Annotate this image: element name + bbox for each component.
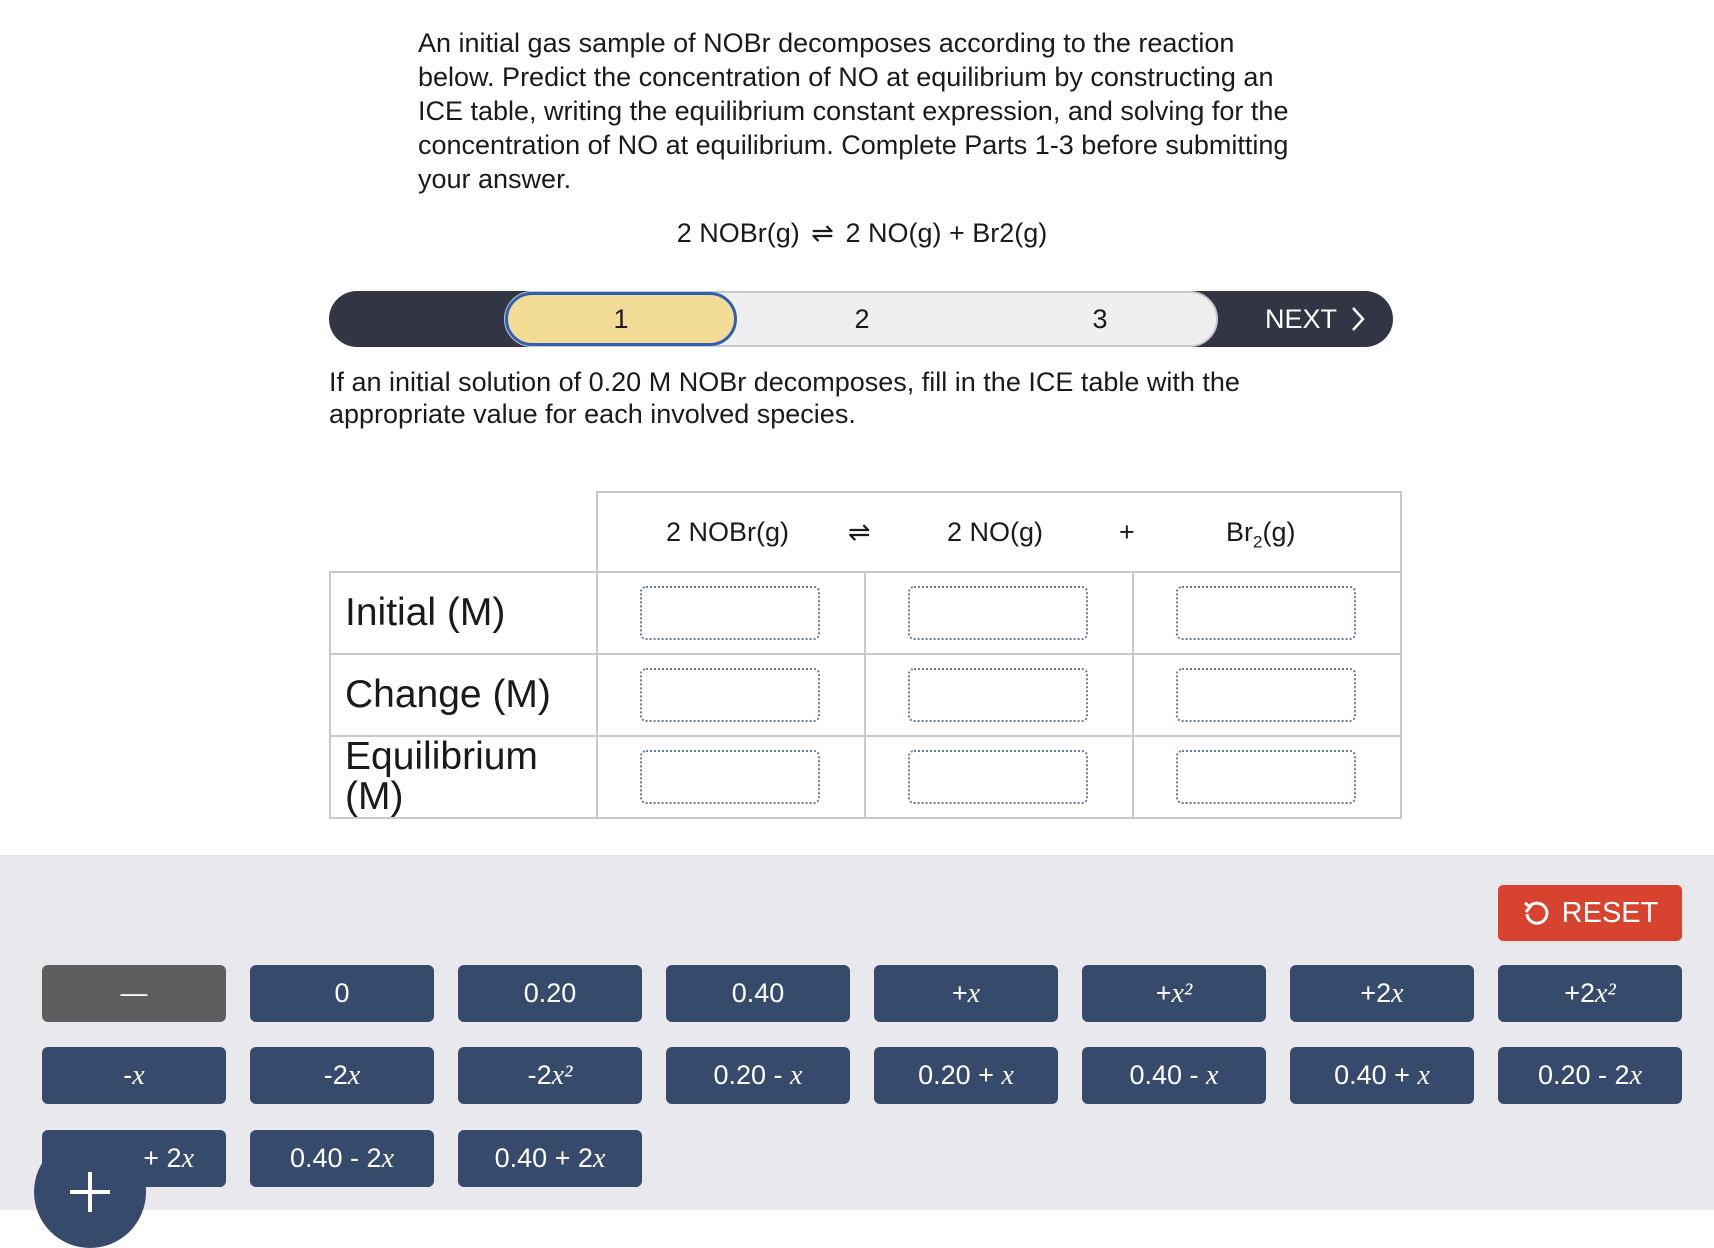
reset-label: RESET: [1561, 896, 1659, 929]
tile-dash[interactable]: —: [42, 965, 226, 1022]
cell-change-no: [865, 654, 1133, 736]
tile-plus-2x[interactable]: [1290, 965, 1474, 1022]
row-label-initial: Initial (M): [330, 572, 597, 654]
tile-var: x: [1001, 1059, 1014, 1091]
drop-slot-change-no[interactable]: [908, 668, 1088, 722]
tile-text: 0.40 +: [1334, 1060, 1418, 1090]
tile-var: x²: [551, 1059, 573, 1091]
tile-text: -2: [323, 1060, 348, 1090]
tile-0-40-minus-x[interactable]: [1082, 1047, 1266, 1104]
tile-0-20-plus-x[interactable]: [874, 1047, 1058, 1104]
ice-table: [329, 491, 1402, 819]
tile-var: x²: [1594, 977, 1616, 1009]
problem-statement: An initial gas sample of NOBr decomposes according to the reaction below. Predict the concentration of NO at equilibrium by constructing an ICE table, writing the equilibrium constant expression, and solving for the concentration of NO at equilibrium. Complete Parts 1-3 before submitting your answer.: [418, 28, 1289, 194]
tile-text: +: [951, 978, 968, 1008]
tile-var: x: [347, 1059, 361, 1091]
next-button[interactable]: [1240, 291, 1390, 347]
br2-main: Br: [1226, 517, 1253, 547]
cell-initial-no: [865, 572, 1133, 654]
drop-slot-initial-nobr[interactable]: [640, 586, 820, 640]
cell-initial-br2: [1133, 572, 1401, 654]
tile-text: +2: [1360, 978, 1392, 1008]
tile-var: x: [967, 977, 981, 1009]
br2-sub: 2: [1253, 532, 1263, 552]
tile-text: + 2: [143, 1143, 182, 1173]
br2-tail: (g): [1262, 517, 1296, 547]
tile-0-20[interactable]: 0.20: [458, 965, 642, 1022]
drop-slot-change-nobr[interactable]: [640, 668, 820, 722]
tile-0[interactable]: 0: [250, 965, 434, 1022]
header-equilibrium-arrow-icon: ⇌: [848, 517, 871, 547]
tile-0-40-plus-x[interactable]: [1290, 1047, 1474, 1104]
plus-icon: [68, 1170, 112, 1214]
equilibrium-arrow-icon: ⇌: [811, 218, 834, 248]
tile-0-40-minus-2x[interactable]: [250, 1130, 434, 1187]
tile-text: -: [123, 1060, 133, 1090]
tile-text: 0.40 + 2: [494, 1143, 593, 1173]
tile-plus-x-squared[interactable]: [1082, 965, 1266, 1022]
drop-slot-change-br2[interactable]: [1176, 668, 1356, 722]
header-species-br2: [1226, 517, 1295, 552]
tile-text: 0.40 -: [1129, 1060, 1207, 1090]
tile-plus-2x-squared[interactable]: [1498, 965, 1682, 1022]
drop-slot-initial-no[interactable]: [908, 586, 1088, 640]
chevron-right-icon: [1351, 306, 1365, 332]
tile-text: 0.20 +: [918, 1060, 1002, 1090]
table-corner: [330, 492, 597, 572]
cell-change-br2: [1133, 654, 1401, 736]
tile-var: x: [1391, 977, 1404, 1009]
tile-text: 0.40 - 2: [290, 1143, 382, 1173]
drop-slot-equilibrium-br2[interactable]: [1176, 750, 1356, 804]
tile-var: x: [381, 1142, 394, 1174]
tile-0-20-minus-x[interactable]: [666, 1047, 850, 1104]
row-label-change: Change (M): [330, 654, 597, 736]
tile-var: x: [1417, 1059, 1430, 1091]
tile-text: 0.20 -: [713, 1060, 791, 1090]
reaction-reactants: 2 NOBr(g): [676, 218, 800, 248]
tile-var: x: [1629, 1059, 1642, 1091]
drop-slot-equilibrium-nobr[interactable]: [640, 750, 820, 804]
add-floating-button[interactable]: [34, 1136, 146, 1248]
tile-var: x: [592, 1142, 606, 1174]
tile-text: -2: [527, 1060, 552, 1090]
step-2-tab[interactable]: 2: [854, 303, 870, 334]
tile-text: 0.20 - 2: [1538, 1060, 1630, 1090]
tile-0-40-plus-2x[interactable]: [458, 1130, 642, 1187]
header-species-no: 2 NO(g): [947, 517, 1044, 547]
drop-slot-equilibrium-no[interactable]: [908, 750, 1088, 804]
reaction-equation: [0, 218, 1714, 249]
tile-minus-x[interactable]: [42, 1047, 226, 1104]
reaction-products: 2 NO(g) + Br2(g): [845, 218, 1048, 248]
step-3-tab[interactable]: 3: [1092, 303, 1108, 334]
undo-icon: [1522, 898, 1552, 928]
tile-0-20-minus-2x[interactable]: [1498, 1047, 1682, 1104]
tile-var: x: [1206, 1059, 1219, 1091]
tile-text: +: [1155, 978, 1172, 1008]
tile-minus-2x-squared[interactable]: [458, 1047, 642, 1104]
tile-minus-2x[interactable]: [250, 1047, 434, 1104]
cell-equilibrium-nobr: [597, 736, 865, 818]
part-question: If an initial solution of 0.20 M NOBr decomposes, fill in the ICE table with the appropriate value for each involved species.: [329, 367, 1240, 429]
tile-var: x: [132, 1059, 145, 1091]
header-species-nobr: 2 NOBr(g): [666, 517, 790, 547]
row-label-equilibrium: Equilibrium (M): [330, 736, 597, 818]
next-label: NEXT: [1264, 303, 1337, 334]
reset-button[interactable]: [1498, 885, 1682, 941]
step-1-tab[interactable]: 1: [505, 292, 737, 346]
cell-equilibrium-br2: [1133, 736, 1401, 818]
tile-0-40[interactable]: 0.40: [666, 965, 850, 1022]
tile-var: x: [790, 1059, 803, 1091]
table-header: [597, 492, 1401, 572]
tile-text: +2: [1564, 978, 1595, 1008]
tile-plus-x[interactable]: [874, 965, 1058, 1022]
header-plus: +: [1119, 517, 1135, 547]
cell-change-nobr: [597, 654, 865, 736]
tile-var: x: [181, 1142, 194, 1174]
cell-equilibrium-no: [865, 736, 1133, 818]
cell-initial-nobr: [597, 572, 865, 654]
drop-slot-initial-br2[interactable]: [1176, 586, 1356, 640]
tile-var: x²: [1171, 977, 1193, 1009]
